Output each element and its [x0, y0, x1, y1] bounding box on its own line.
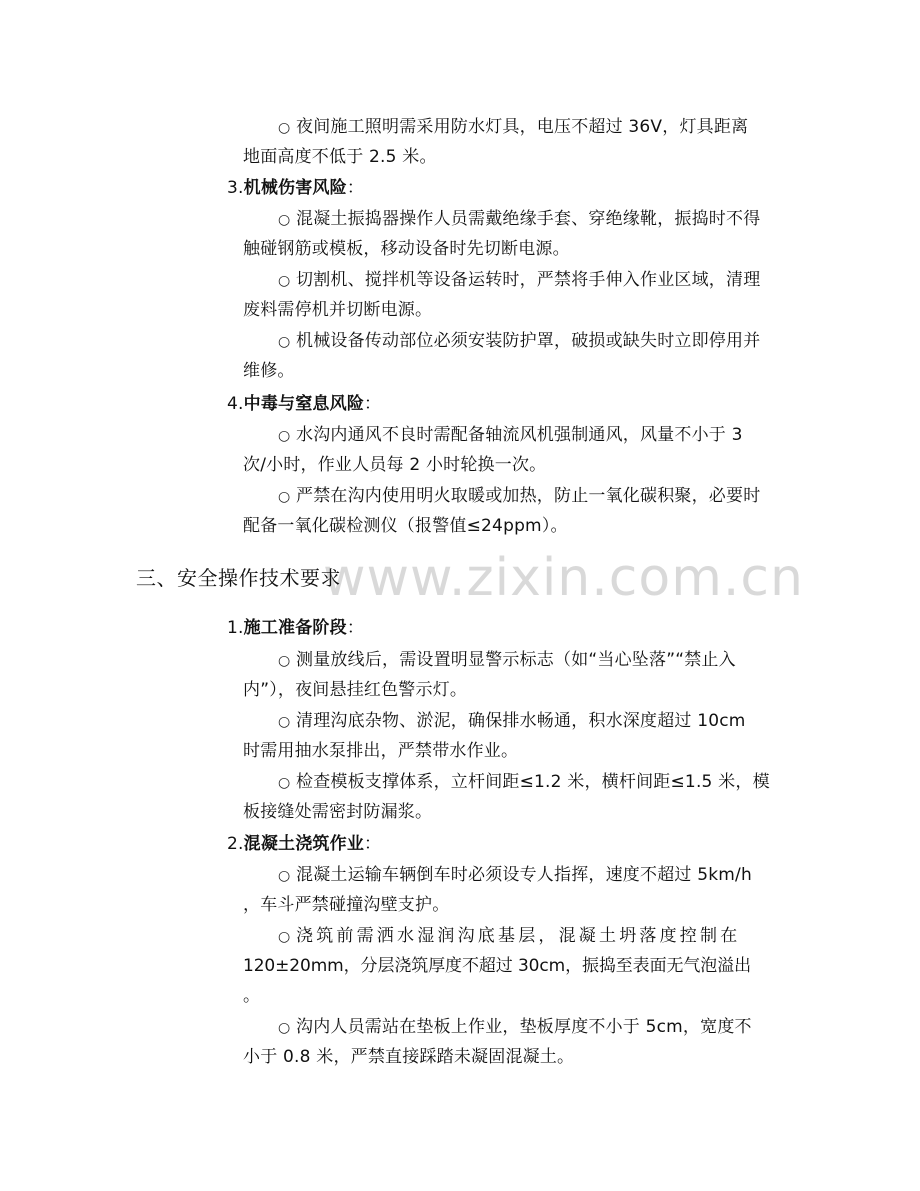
item-title: 混凝土浇筑作业 [243, 834, 365, 854]
bullet-text-line: 水沟内通风不良时需配备轴流风机强制通风，风量不小于 3 [296, 425, 743, 445]
bullet-text-line: 地面高度不低于 2.5 米。 [243, 147, 437, 167]
item-number: 4. [227, 394, 244, 414]
bullet-item [278, 771, 770, 794]
item-title: 机械伤害风险 [243, 178, 347, 198]
bullet-circle-icon: ○ [278, 489, 291, 505]
bullet-text-line: 次/小时，作业人员每 2 小时轮换一次。 [243, 455, 547, 475]
bullet-circle-icon: ○ [278, 714, 291, 730]
item-title: 施工准备阶段 [243, 618, 347, 638]
section-heading: 三、安全操作技术要求 [136, 566, 341, 590]
numbered-heading [227, 393, 381, 415]
bullet-item [278, 269, 760, 292]
bullet-circle-icon: ○ [278, 653, 291, 669]
bullet-text-line: 浇筑前需洒水湿润沟底基层，混凝土坍落度控制在 [296, 926, 741, 946]
bullet-text-line: 维修。 [243, 361, 295, 381]
bullet-circle-icon: ○ [278, 273, 291, 289]
item-colon: ： [364, 834, 382, 854]
bullet-text-line: 严禁在沟内使用明火取暖或加热，防止一氧化碳积聚，必要时 [296, 486, 761, 506]
bullet-text-line: ，车斗严禁碰撞沟壁支护。 [243, 895, 450, 915]
bullet-text-line: 配备一氧化碳检测仪（报警值≤24ppm）。 [243, 516, 568, 536]
numbered-heading [227, 833, 381, 855]
numbered-heading [227, 617, 364, 639]
bullet-item [278, 649, 736, 672]
bullet-text-line: 内”），夜间悬挂红色警示灯。 [243, 680, 468, 700]
numbered-heading [227, 177, 364, 199]
bullet-text-line: 120±20mm，分层浇筑厚度不超过 30cm，振捣至表面无气泡溢出 [243, 956, 751, 976]
bullet-item [278, 864, 752, 887]
bullet-item [278, 330, 760, 353]
bullet-text-line: 机械设备传动部位必须安装防护罩，破损或缺失时立即停用并 [296, 331, 761, 351]
bullet-circle-icon: ○ [278, 212, 291, 228]
bullet-item [278, 925, 740, 948]
bullet-item [278, 424, 743, 447]
item-number: 1. [227, 618, 244, 638]
bullet-circle-icon: ○ [278, 120, 291, 136]
bullet-text-line: 切割机、搅拌机等设备运转时，严禁将手伸入作业区域，清理 [296, 270, 761, 290]
watermark: www.zixin.com.cn [323, 548, 804, 608]
bullet-item [278, 485, 760, 508]
bullet-circle-icon: ○ [278, 775, 291, 791]
bullet-text-line: 触碰钢筋或模板，移动设备时先切断电源。 [243, 239, 570, 259]
bullet-text-line: 。 [243, 986, 261, 1006]
bullet-text-line: 测量放线后，需设置明显警示标志（如“当心坠落”“禁止入 [296, 650, 736, 670]
bullet-text-line: 混凝土运输车辆倒车时必须设专人指挥，速度不超过 5km/h [296, 865, 752, 885]
bullet-text-line: 沟内人员需站在垫板上作业，垫板厚度不小于 5cm，宽度不 [296, 1017, 752, 1037]
bullet-text-line: 检查模板支撑体系，立杆间距≤1.2 米，横杆间距≤1.5 米，模 [296, 772, 770, 792]
bullet-text-line: 时需用抽水泵排出，严禁带水作业。 [243, 741, 519, 761]
item-colon: ： [364, 394, 382, 414]
item-title: 中毒与窒息风险 [243, 394, 365, 414]
bullet-item [278, 1016, 752, 1039]
bullet-circle-icon: ○ [278, 929, 291, 945]
bullet-circle-icon: ○ [278, 868, 291, 884]
bullet-circle-icon: ○ [278, 1020, 291, 1036]
bullet-text-line: 夜间施工照明需采用防水灯具，电压不超过 36V，灯具距离 [296, 117, 749, 137]
bullet-item [278, 116, 748, 139]
bullet-text-line: 混凝土振捣器操作人员需戴绝缘手套、穿绝缘靴，振捣时不得 [296, 209, 761, 229]
bullet-item [278, 208, 760, 231]
item-number: 3. [227, 178, 244, 198]
bullet-item [278, 710, 746, 733]
bullet-text-line: 小于 0.8 米，严禁直接踩踏未凝固混凝土。 [243, 1047, 575, 1067]
item-number: 2. [227, 834, 244, 854]
bullet-circle-icon: ○ [278, 428, 291, 444]
item-colon: ： [346, 618, 365, 638]
bullet-circle-icon: ○ [278, 334, 291, 350]
bullet-text-line: 板接缝处需密封防漏浆。 [243, 802, 433, 822]
bullet-text-line: 废料需停机并切断电源。 [243, 300, 433, 320]
item-colon: ： [346, 178, 365, 198]
bullet-text-line: 清理沟底杂物、淤泥，确保排水畅通，积水深度超过 10cm [296, 711, 746, 731]
